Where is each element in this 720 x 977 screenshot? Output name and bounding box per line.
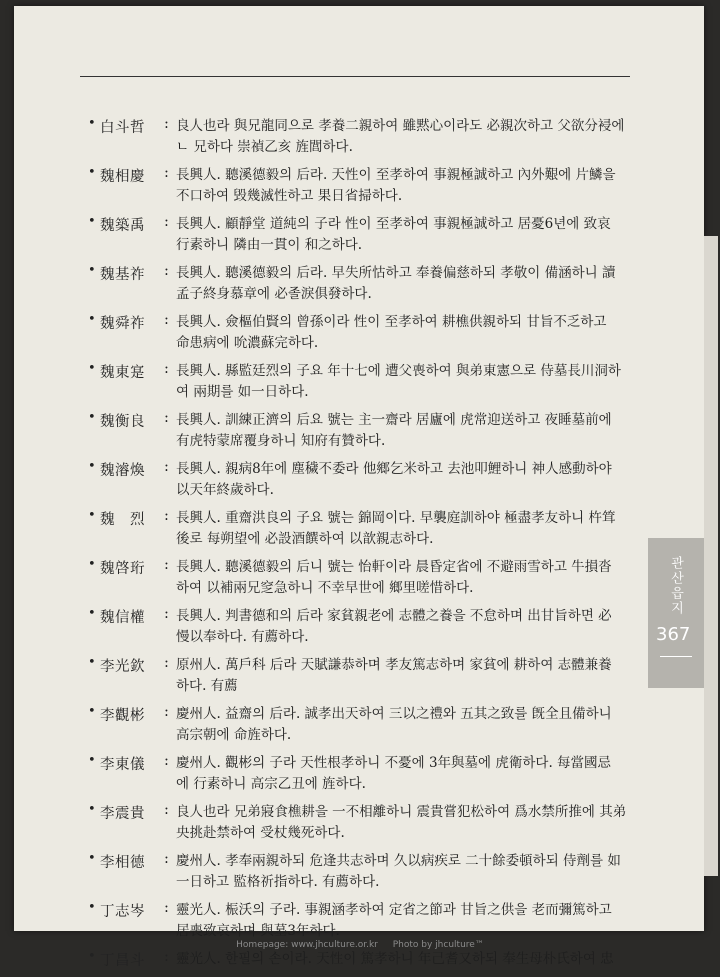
entry-name: 魏濬煥 xyxy=(100,463,145,479)
entry-name: 李觀彬 xyxy=(100,708,145,724)
entry-name: 魏啓珩 xyxy=(100,561,145,577)
name-separator: : xyxy=(164,263,169,279)
entry-name: 白斗哲 xyxy=(100,120,145,136)
entry-text: 長興人. 親病8年에 塵穢不委라 他鄉乞米하고 去池叩鯉하니 神人感動하야 以天年終歲하다. xyxy=(176,461,612,498)
list-item xyxy=(88,165,648,207)
name-separator: : xyxy=(164,704,169,720)
entry-text: 長興人. 聽溪德毅의 后니 號는 怡軒이라 晨昏定省에 不避雨雪하고 牛損沓 하여 以補兩兄窆急하니 不幸早世에 鄉里嗟惜하다. xyxy=(176,559,612,596)
bullet-icon: • xyxy=(88,508,96,523)
bullet-icon: • xyxy=(88,802,96,817)
list-item xyxy=(88,459,648,501)
list-item xyxy=(88,655,648,697)
bullet-icon: • xyxy=(88,900,96,915)
name-separator: : xyxy=(164,900,169,916)
entry-name: 魏基祚 xyxy=(100,267,145,283)
name-separator: : xyxy=(164,165,169,181)
side-tab xyxy=(648,538,704,688)
bullet-icon: • xyxy=(88,655,96,670)
entry-text: 長興人. 僉樞伯賢의 曾孫이라 性이 至孝하여 耕樵供親하되 甘旨不乏하고 命患病에 吮濃蘇完하다. xyxy=(176,314,607,351)
bullet-icon: • xyxy=(88,753,96,768)
list-item xyxy=(88,214,648,256)
footer-photo: Photo by jhculture™ xyxy=(392,940,484,950)
entry-text: 長興人. 聽溪德毅의 后라. 天性이 至孝하여 事親極誠하고 內外艱에 片鱗을 不口하여 毁幾滅性하고 果日省掃하다. xyxy=(176,167,616,204)
list-item xyxy=(88,508,648,550)
name-separator: : xyxy=(164,116,169,132)
bullet-icon: • xyxy=(88,949,96,964)
bullet-icon: • xyxy=(88,312,96,327)
entry-text: 長興人. 判書德和의 后라 家貧親老에 志體之養을 不怠하며 出甘旨하면 必 慢以奉하다. 有薦하다. xyxy=(176,608,612,645)
entry-text: 長興人. 訓練正濟의 后요 號는 主一齋라 居廬에 虎常迎送하고 夜睡墓前에 有虎特蒙席覆身하니 知府有贊하다. xyxy=(176,412,612,449)
entry-name: 魏衡良 xyxy=(100,414,145,430)
entry-name: 丁昌斗 xyxy=(100,953,145,969)
list-item xyxy=(88,361,648,403)
entry-name: 魏 烈 xyxy=(100,512,145,528)
list-item xyxy=(88,949,648,970)
bullet-icon: • xyxy=(88,165,96,180)
entry-text: 慶州人. 孝奉兩親하되 危逢共志하며 久以病疾로 二十餘委頓하되 侍劑를 如 一日하고 監格祈指하다. 有薦하다. xyxy=(176,853,621,890)
list-item xyxy=(88,851,648,893)
entry-name: 李光欽 xyxy=(100,659,145,675)
entry-name: 魏舜祚 xyxy=(100,316,145,332)
footer xyxy=(0,940,720,950)
entry-text: 良人也라 與兄龍同으로 孝養二親하여 雖黙心이라도 必親次하고 父欲分䘲에 ㄴ 兄하다 崇禎乙亥 旌閭하다. xyxy=(176,118,625,155)
side-tab-label: 관산읍지 xyxy=(668,556,683,616)
top-rule xyxy=(80,76,630,77)
list-item xyxy=(88,116,648,158)
entry-name: 李相德 xyxy=(100,855,145,871)
entry-text: 長興人. 顧靜堂 道純의 子라 性이 至孝하여 事親極誠하고 居憂6년에 致哀 行素하니 隣由一貫이 和之하다. xyxy=(176,216,611,253)
entry-text: 原州人. 萬戶科 后라 天賦謙恭하며 孝友篤志하며 家貧에 耕하여 志體兼養 하다. 有薦 xyxy=(176,657,612,694)
entry-text: 長興人. 縣監廷烈의 子요 年十七에 遭父喪하여 與弟東憲으로 侍墓長川洞하 여 兩期를 如一日하다. xyxy=(176,363,621,400)
name-separator: : xyxy=(164,802,169,818)
footer-homepage: Homepage: www.jhculture.or.kr xyxy=(236,940,378,950)
page-number: 367 xyxy=(656,624,691,645)
list-item xyxy=(88,753,648,795)
bullet-icon: • xyxy=(88,606,96,621)
name-separator: : xyxy=(164,655,169,671)
list-item xyxy=(88,704,648,746)
entry-list xyxy=(88,116,648,977)
bullet-icon: • xyxy=(88,557,96,572)
bullet-icon: • xyxy=(88,361,96,376)
entry-name: 李東儀 xyxy=(100,757,145,773)
name-separator: : xyxy=(164,557,169,573)
entry-text: 靈光人. 桭沃의 子라. 事親涵孝하여 定省之節과 甘旨之供을 老而彌篤하고 居喪致哀하며 與墓3年하다. xyxy=(176,902,612,939)
entry-name: 李震貴 xyxy=(100,806,145,822)
entry-name: 魏東寔 xyxy=(100,365,145,381)
list-item xyxy=(88,410,648,452)
bullet-icon: • xyxy=(88,214,96,229)
entry-name: 魏相慶 xyxy=(100,169,145,185)
list-item xyxy=(88,900,648,942)
name-separator: : xyxy=(164,410,169,426)
name-separator: : xyxy=(164,606,169,622)
name-separator: : xyxy=(164,312,169,328)
bullet-icon: • xyxy=(88,459,96,474)
list-item xyxy=(88,557,648,599)
entry-text: 長興人. 重齋洪良의 子요 號는 錦岡이다. 早襲庭訓하야 極盡孝友하니 杵䇯 後로 每朔望에 必設酒饌하여 以歆親志하다. xyxy=(176,510,616,547)
bullet-icon: • xyxy=(88,851,96,866)
entry-text: 良人也라 兄弟寢食樵耕을 一不相離하니 震貴嘗犯松하여 爲水禁所推에 其弟 央挑赴禁하여 受杖幾死하다. xyxy=(176,804,627,841)
bullet-icon: • xyxy=(88,116,96,131)
name-separator: : xyxy=(164,753,169,769)
name-separator: : xyxy=(164,949,169,965)
entry-name: 魏築禹 xyxy=(100,218,145,234)
tab-rule xyxy=(660,656,692,657)
entry-text: 慶州人. 觀彬의 子라 天性根孝하니 不憂에 3年與墓에 虎衛하다. 每當國忌 에 行素하니 高宗乙丑에 旌하다. xyxy=(176,755,612,792)
entry-name: 丁志岑 xyxy=(100,904,145,920)
list-item xyxy=(88,263,648,305)
entry-text: 慶州人. 益齋의 后라. 誠孝出天하여 三以之禮와 五其之致를 旣全且備하니 高宗朝에 命旌하다. xyxy=(176,706,612,743)
entry-name: 魏信權 xyxy=(100,610,145,626)
bullet-icon: • xyxy=(88,263,96,278)
bullet-icon: • xyxy=(88,410,96,425)
list-item xyxy=(88,802,648,844)
name-separator: : xyxy=(164,214,169,230)
page-edge xyxy=(704,236,718,876)
name-separator: : xyxy=(164,851,169,867)
bullet-icon: • xyxy=(88,704,96,719)
list-item xyxy=(88,312,648,354)
entry-text: 靈光人. 한필의 손이라. 天性이 篤孝하니 年己耆又하되 奉生母朴氏하여 忠 xyxy=(176,951,614,967)
entry-text: 長興人. 聽溪德毅의 后라. 早失所怙하고 奉養偏慈하되 孝敬이 備涵하니 讀 孟子終身慕章에 必졸淚俱發하다. xyxy=(176,265,616,302)
name-separator: : xyxy=(164,459,169,475)
name-separator: : xyxy=(164,508,169,524)
list-item xyxy=(88,606,648,648)
name-separator: : xyxy=(164,361,169,377)
